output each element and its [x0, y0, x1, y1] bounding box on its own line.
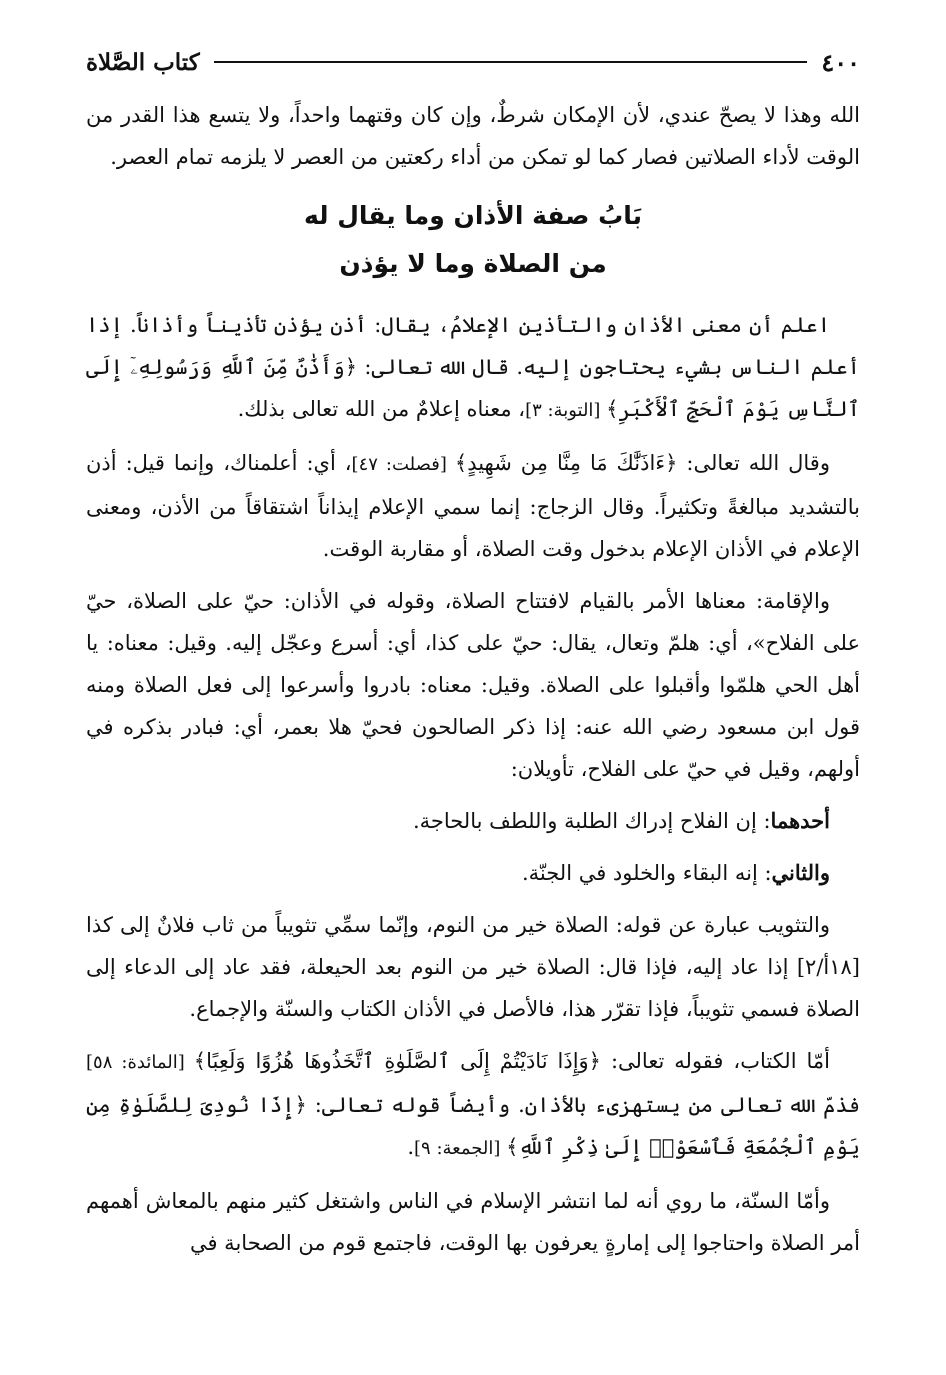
- lead-word: أحدهما: [770, 808, 830, 833]
- chapter-title-line-2: من الصلاة وما لا يؤذن: [339, 249, 607, 278]
- text-segment: : إن الفلاح إدراك الطلبة واللطف بالحاجة.: [412, 809, 771, 833]
- paragraph-sunnah-evidence: وأمّا السنّة، ما روي أنه لما انتشر الإسلام في الناس واشتغل كثير منهم بالمعاش أهمهم أمر الصلاة واحتاجوا إلى إمارةٍ يعرفون بها الوقت، فاجتمع قوم من الصحابة في: [86, 1189, 860, 1255]
- paragraph-book-evidence: [86, 1040, 860, 1170]
- quran-verse: ﴿وَإِذَا نَادَيْتُمْ إِلَى ٱلصَّلَوٰةِ ٱتَّخَذُوهَا هُزُوًا وَلَعِبًا﴾: [193, 1049, 601, 1073]
- lead-word: والثاني: [771, 860, 830, 885]
- body-text: [86, 94, 860, 1264]
- text-segment: اعلم أن معنى الأذان والتأذين الإعلامُ، يقال: أذن يؤذن تأذيناً وأذاناً. إذا أعلم الناس بشيء يحتاجون إليه. قال الله تعالى:: [86, 313, 860, 379]
- page-header: [86, 40, 860, 84]
- quran-verse: ﴿ءَاذَنَّٰكَ مَا مِنَّا مِن شَهِيدٍ﴾: [454, 451, 678, 475]
- book-title: كتاب الصَّلاة: [86, 48, 200, 76]
- chapter-title-line-1: بَابُ صفة الأذان وما يقال له: [303, 201, 643, 230]
- page-number: ٤٠٠: [821, 47, 860, 77]
- verse-reference: [المائدة: ٥٨]: [86, 1052, 194, 1073]
- quran-verse: ﴿وَأَذَٰنٌ مِّنَ ٱللَّهِ وَرَسُولِهِۦٓ إِلَى ٱلنَّاسِ يَوْمَ ٱلْحَجِّ ٱلْأَكْبَرِ﴾: [86, 355, 860, 421]
- chapter-title: [86, 192, 860, 288]
- document-page: [86, 40, 860, 1375]
- text-segment: وقال الله تعالى:: [677, 451, 830, 475]
- verse-reference: [الجمعة: ٩]: [414, 1138, 507, 1159]
- text-segment: ، معناه إعلامٌ من الله تعالى بذلك.: [237, 397, 526, 421]
- paragraph-first-interpretation: [86, 800, 860, 842]
- text-segment: .: [407, 1135, 415, 1159]
- verse-reference: [فصلت: ٤٧]: [351, 454, 455, 475]
- paragraph-tathwib: والتثويب عبارة عن قوله: الصلاة خير من النوم، وإنّما سمِّي تثويباً من ثاب فلانٌ إلى كذا [١٨أ/٢] إذا عاد إليه، فإذا قال: الصلاة خير من النوم بعد الحيعلة، فقد عاد إلى الدعاء إلى الصلاة فسمي تثويباً، فإذا تقرّر هذا، فالأصل في الأذان الكتاب والسنّة والإجماع.: [86, 913, 860, 1021]
- paragraph-second-interpretation: [86, 852, 860, 894]
- paragraph-adhan-meaning: [86, 304, 860, 432]
- text-segment: ، أي: أعلمناك، وإنما قيل: أذن بالتشديد مبالغةً وتكثيراً. وقال الزجاج: إنما سمي الإعلام إيذاناً اشتقاقاً من الأذن، ومعنى الإعلام في الأذان الإعلام بدخول وقت الصلاة، أو مقاربة الوقت.: [86, 451, 860, 561]
- paragraph-tashdid: [86, 442, 860, 570]
- header-rule: [214, 61, 808, 63]
- quran-verse: ﴿إِذَا نُودِىَ لِلصَّلَوٰةِ مِن يَوْمِ ٱلْجُمُعَةِ فَٱسْعَوْا۟ إِلَىٰ ذِكْرِ ٱللَّهِ﴾: [86, 1093, 860, 1159]
- verse-reference: [التوبة: ٣]: [525, 400, 607, 421]
- text-segment: أمّا الكتاب، فقوله تعالى:: [600, 1049, 830, 1073]
- text-segment: : إنه البقاء والخلود في الجنّة.: [521, 861, 772, 885]
- paragraph-continuation: الله وهذا لا يصحّ عندي، لأن الإمكان شرطٌ، وإن كان وقتهما واحداً، ولا يتسع هذا القدر من الوقت لأداء الصلاتين فصار كما لو تمكن من أداء ركعتين من العصر لا يلزمه تمام العصر.: [86, 103, 860, 169]
- paragraph-iqama: والإقامة: معناها الأمر بالقيام لافتتاح الصلاة، وقوله في الأذان: حيّ على الصلاة، حيّ على الفلاح»، أي: هلمّ وتعال، يقال: حيّ على كذا، أي: أسرع وعجّل إليه. وقيل: معناه: يا أهل الحي هلمّوا وأقبلوا على الصلاة. وقيل: معناه: بادروا وأسرعوا إلى فعل الصلاة ومنه قول ابن مسعود رضي الله عنه: إذا ذكر الصالحون فحيّ هلا بعمر، أي: فبادر بذكره في أولهم، وقيل في حيّ على الفلاح، تأويلان:: [86, 589, 860, 781]
- text-segment: فذمّ الله تعالى من يستهزىء بالأذان. وأيضاً قوله تعالى:: [306, 1093, 860, 1117]
